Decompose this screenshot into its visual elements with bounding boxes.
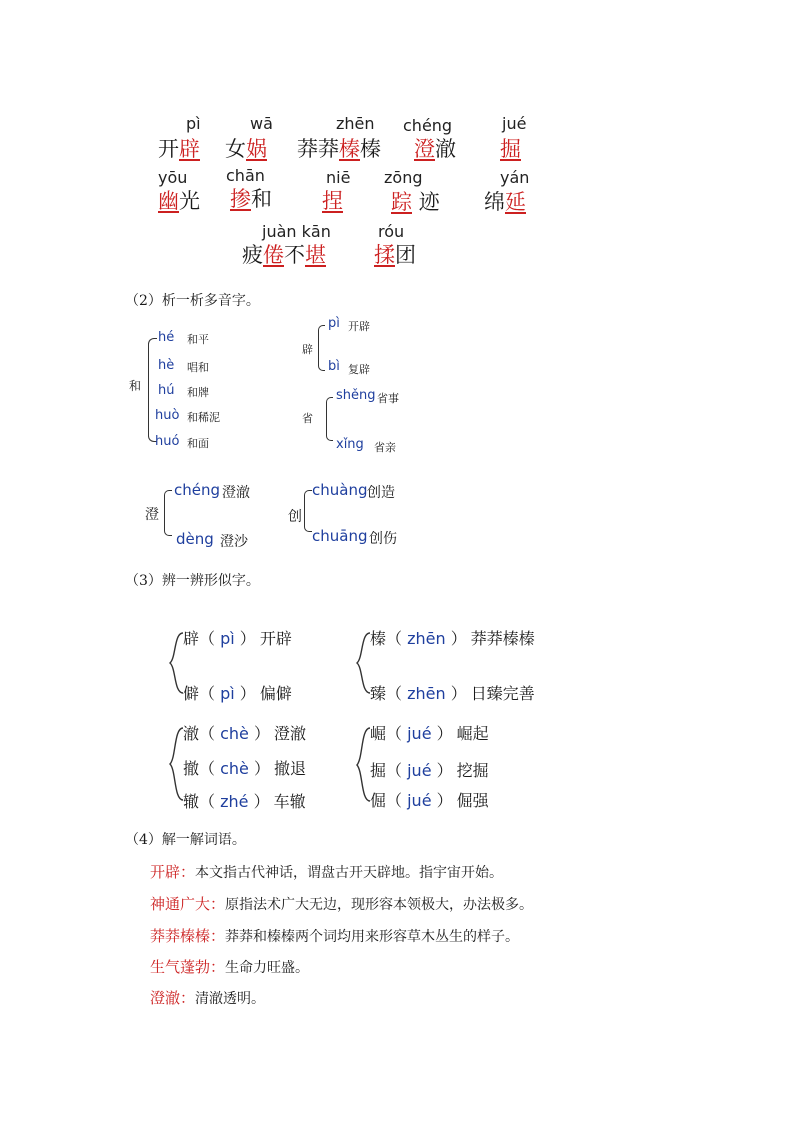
- poly-pinyin: chuāng: [312, 527, 368, 545]
- vocab-item: 开辟：本文指古代神话，谓盘古开天辟地。指宇宙开始。: [150, 863, 504, 881]
- poly-char: 省: [302, 412, 313, 425]
- word-nvwa: 女娲: [225, 137, 267, 161]
- poly-pinyin: huò: [155, 408, 180, 423]
- pinyin-label: pì: [186, 114, 201, 133]
- poly-pinyin: pì: [328, 316, 340, 331]
- pinyin-label: wā: [250, 114, 273, 133]
- word-kaipi: 开辟: [158, 137, 200, 161]
- similar-item: 崛（ jué ） 崛起: [370, 724, 489, 743]
- poly-word: 创伤: [369, 531, 397, 547]
- pinyin-label: yōu: [158, 168, 188, 187]
- word-mianyan: 绵延: [484, 190, 526, 214]
- poly-word: 和牌: [187, 386, 209, 399]
- poly-pinyin: chéng: [174, 481, 221, 499]
- poly-pinyin: dèng: [176, 530, 214, 548]
- word-routuan: 揉团: [374, 243, 416, 267]
- poly-word: 省亲: [374, 441, 396, 454]
- poly-char: 澄: [145, 507, 159, 523]
- word-chanhuo: 掺和: [230, 187, 272, 211]
- poly-word: 创造: [367, 485, 395, 501]
- similar-item: 澈（ chè ） 澄澈: [183, 724, 306, 743]
- poly-word: 省事: [377, 392, 399, 405]
- poly-pinyin: bì: [328, 359, 340, 374]
- pinyin-label: juàn kān: [262, 222, 331, 241]
- word-youguang: 幽光: [158, 189, 200, 213]
- similar-item: 榛（ zhēn ） 莽莽榛榛: [370, 629, 535, 648]
- vocab-item: 生气蓬勃：生命力旺盛。: [150, 958, 310, 976]
- pinyin-label: yán: [500, 168, 530, 187]
- pinyin-label: róu: [378, 222, 405, 241]
- word-jue: 掘: [500, 137, 521, 161]
- poly-word: 和面: [187, 437, 209, 450]
- poly-pinyin: hé: [158, 330, 175, 345]
- poly-pinyin: huó: [155, 434, 180, 449]
- poly-word: 澄沙: [220, 534, 248, 550]
- similar-item: 臻（ zhēn ） 日臻完善: [370, 684, 535, 703]
- similar-item: 倔（ jué ） 倔强: [370, 791, 489, 810]
- similar-item: 辟（ pì ） 开辟: [183, 629, 292, 648]
- section4-title: （4）解一解词语。: [125, 832, 246, 848]
- poly-pinyin: xǐng: [336, 437, 364, 452]
- pinyin-label: zōng: [384, 168, 423, 187]
- poly-word: 开辟: [348, 320, 370, 333]
- poly-char: 和: [129, 379, 142, 393]
- word-zongji: 踪 迹: [391, 190, 440, 214]
- word-mangmangzhenzhen: 莽莽榛榛: [297, 137, 381, 161]
- pinyin-label: chéng: [403, 116, 453, 135]
- section3-title: （3）辨一辨形似字。: [125, 573, 260, 589]
- poly-pinyin: chuàng: [312, 481, 368, 499]
- pinyin-label: chān: [226, 166, 265, 185]
- vocab-item: 莽莽榛榛：莽莽和榛榛两个词均用来形容草木丛生的样子。: [150, 927, 520, 945]
- pinyin-label: niē: [326, 168, 351, 187]
- word-nie: 捏: [322, 189, 343, 213]
- similar-item: 辙（ zhé ） 车辙: [183, 792, 306, 811]
- word-chengche: 澄澈: [414, 137, 456, 161]
- section2-title: （2）析一析多音字。: [125, 293, 260, 309]
- similar-item: 撤（ chè ） 撤退: [183, 759, 306, 778]
- pinyin-label: zhēn: [336, 114, 375, 133]
- similar-item: 掘（ jué ） 挖掘: [370, 761, 489, 780]
- poly-word: 复辟: [348, 363, 370, 376]
- poly-pinyin: hè: [158, 358, 175, 373]
- poly-word: 和平: [187, 333, 209, 346]
- poly-word: 澄澈: [222, 485, 250, 501]
- poly-char: 辟: [302, 343, 313, 356]
- vocab-item: 澄澈：清澈透明。: [150, 989, 266, 1007]
- word-pijuanbukan: 疲倦不堪: [242, 243, 326, 267]
- vocab-item: 神通广大：原指法术广大无边，现形容本领极大，办法极多。: [150, 895, 534, 913]
- poly-pinyin: shěng: [336, 388, 376, 403]
- poly-char: 创: [288, 509, 302, 525]
- poly-pinyin: hú: [158, 383, 175, 398]
- similar-item: 僻（ pì ） 偏僻: [183, 684, 292, 703]
- poly-word: 和稀泥: [187, 411, 220, 424]
- poly-word: 唱和: [187, 361, 209, 374]
- pinyin-label: jué: [502, 114, 527, 133]
